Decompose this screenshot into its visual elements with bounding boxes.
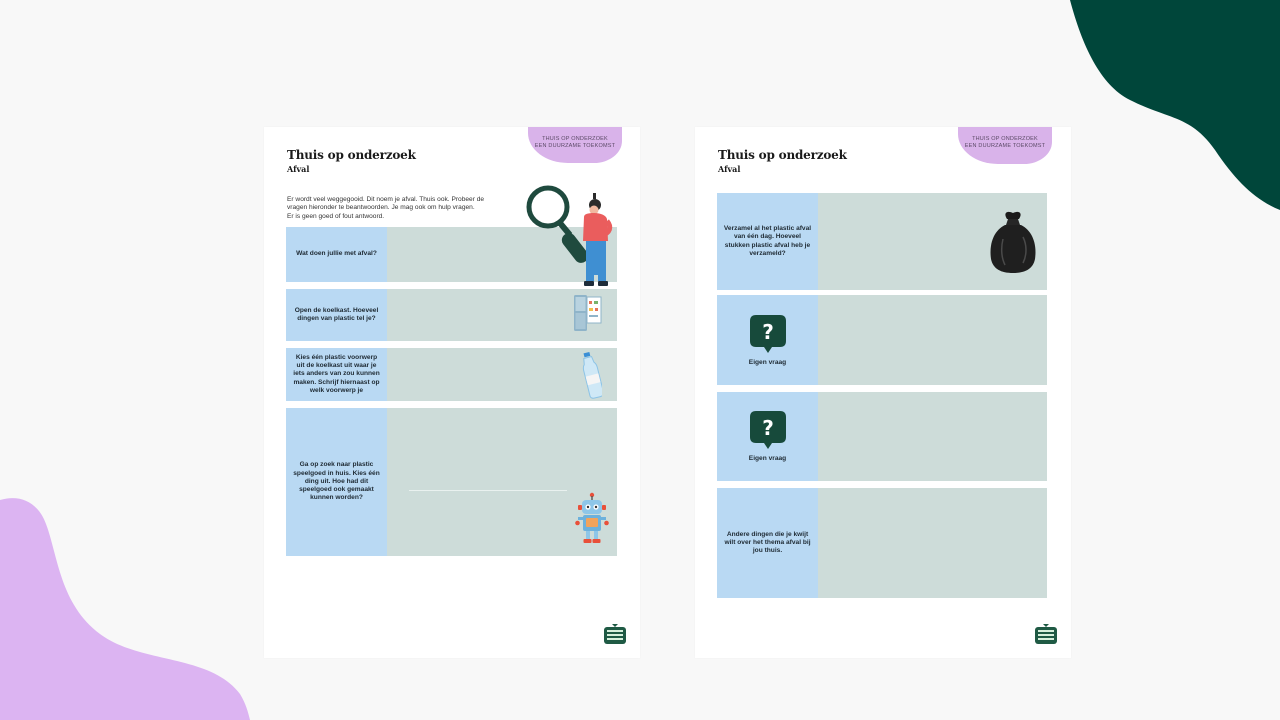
tag-line: THUIS OP ONDERZOEK (542, 136, 608, 142)
svg-text:?: ? (761, 416, 774, 441)
question-bubble-icon (748, 409, 788, 451)
tag-line: EEN DUURZAME TOEKOMST (534, 143, 616, 149)
own-question-label: Eigen vraag (748, 455, 787, 463)
intro-text (287, 196, 523, 221)
page-title: Thuis op onderzoek (718, 148, 847, 162)
question-row (717, 392, 1047, 481)
question-row (717, 193, 1047, 290)
question-row (717, 488, 1047, 598)
question-row (717, 295, 1047, 385)
answer-field[interactable] (387, 289, 617, 341)
magnifying-glass-person-illustration (524, 183, 616, 291)
intro-line: vragen hieronder te beantwoorden. Je mag ook om hulp vragen. (287, 204, 475, 212)
question-bubble-icon (748, 313, 788, 355)
question-row (286, 348, 617, 401)
answer-field[interactable] (387, 408, 617, 556)
question-row (286, 289, 617, 341)
question-label (717, 392, 818, 481)
svg-text:?: ? (761, 319, 774, 344)
answer-line (409, 490, 567, 491)
toy-robot-icon (575, 492, 609, 546)
question-label: Kies één plastic voorwerp uit de koelkast uit waar je iets anders van zou kunnen maken. Schrijf hiernaast op welk voorwerp je (286, 348, 387, 401)
brand-logo (602, 624, 628, 646)
question-label: Open de koelkast. Hoeveel dingen van plastic tel je? (286, 289, 387, 341)
page-subtitle: Afval (718, 164, 741, 174)
question-label: Wat doen jullie met afval? (286, 227, 387, 282)
tag-line: THUIS OP ONDERZOEK (972, 136, 1038, 142)
question-label: Ga op zoek naar plastic speelgoed in huis. Kies één ding uit. Hoe had dit speelgoed ook gemaakt kunnen worden? (286, 408, 387, 556)
lilac-blob (0, 494, 252, 720)
question-row (286, 408, 617, 556)
answer-field[interactable] (818, 295, 1047, 385)
answer-field[interactable] (387, 348, 617, 401)
answer-field[interactable] (818, 488, 1047, 598)
answer-field[interactable] (818, 392, 1047, 481)
page-subtitle: Afval (287, 164, 310, 174)
worksheet-page-left (264, 127, 640, 658)
question-label (717, 295, 818, 385)
intro-line: Er wordt veel weggegooid. Dit noem je afval. Thuis ook. Probeer de (287, 196, 485, 203)
fridge-icon (573, 293, 603, 333)
page-tag (958, 127, 1052, 164)
question-label: Verzamel al het plastic afval van één dag. Hoeveel stukken plastic afval heb je verzameld? (717, 193, 818, 290)
plastic-bottle-icon (582, 351, 602, 399)
question-label: Andere dingen die je kwijt wilt over het thema afval bij jou thuis. (717, 488, 818, 598)
page-tag (528, 127, 622, 163)
trash-bag-icon (987, 209, 1039, 275)
page-title: Thuis op onderzoek (287, 148, 416, 162)
intro-line: Er is geen goed of fout antwoord. (287, 212, 385, 220)
brand-logo (1033, 624, 1059, 646)
dark-green-blob (1060, 0, 1280, 212)
own-question-label: Eigen vraag (748, 358, 787, 366)
worksheet-page-right (695, 127, 1071, 658)
tag-line: EEN DUURZAME TOEKOMST (964, 143, 1046, 149)
answer-field[interactable] (818, 193, 1047, 290)
